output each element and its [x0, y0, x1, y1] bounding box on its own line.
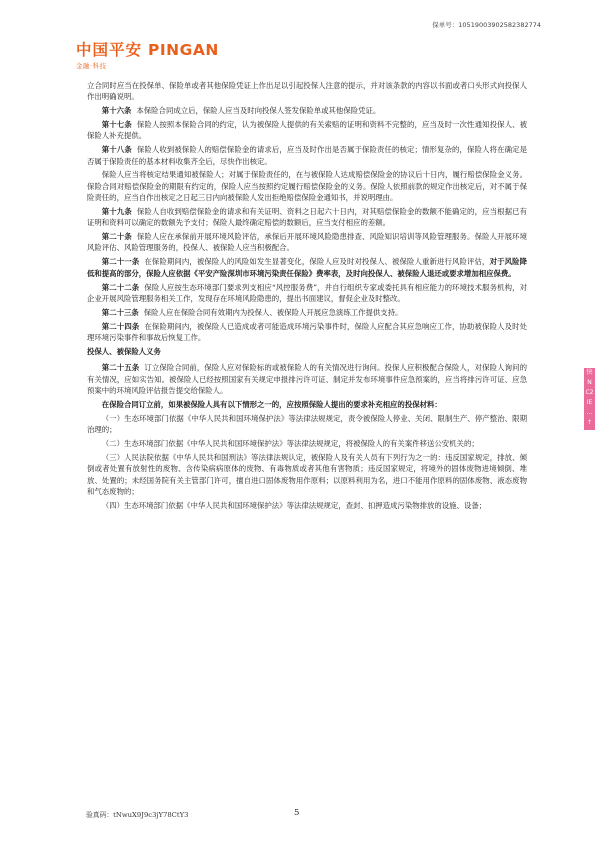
article-18	[87, 144, 527, 167]
policy-number: 保单号：10519003902582382774	[432, 21, 541, 29]
logo-en: PINGAN	[148, 41, 219, 59]
article-label: 第二十一条	[101, 257, 140, 267]
section-title: 投保人、被保险人义务	[87, 347, 161, 357]
article-text: 保险人应在承保前开展环境风险评估，承保后开展环境风险隐患排查、风险知识培训等风险管理服务。保险人开展环境风险评估、风险管理服务的，投保人、被保险人应当积极配合。	[87, 232, 527, 253]
side-tab-char: N	[587, 379, 592, 386]
side-tab-char: …	[586, 409, 593, 416]
article-text: 保险人自收到赔偿保险金的请求和有关证明、资料之日起六十日内，对其赔偿保险金的数额不能确定的，应当根据已有证明和资料可以确定的数额先予支付；保险人最终确定赔偿的数额后，应当支付相应的差额。	[87, 206, 527, 228]
article-18-paragraph-2: 保险人应当将核定结果通知被保险人；对属于保险责任的，在与被保险人达成赔偿保险金的协议后十日内，履行赔偿保险金义务。保险合同对赔偿保险金的期限有约定的，保险人应当按照约定履行赔偿保险金的义务。保险人依照前款的规定作出核定后，对不属于保险责任的，应当自作出核定之日起三日内向被保险人发出拒绝赔偿保险金通知书，并说明理由。	[87, 170, 527, 203]
article-23	[87, 307, 527, 318]
article-17	[87, 119, 527, 142]
logo-slogan: 金融·科技	[76, 62, 107, 70]
logo-cn: 中国平安	[76, 41, 143, 59]
article-text: 保险人按照本保险合同的约定，认为被保险人提供的有关索赔的证明和资料不完整的，应当及时一次性通知投保人、被保险人补充提供。	[87, 120, 527, 141]
article-text: 在保险期间内，被保险人的风险如发生显著变化，保险人应及时对投保人、被保险人重新进行风险评估，	[144, 257, 490, 267]
continued-paragraph: 立合同时应当在投保单、保险单或者其他保险凭证上作出足以引起投保人注意的提示，并对该条款的内容以书面或者口头形式向投保人作出明确说明。	[87, 81, 527, 102]
article-label: 第二十五条	[101, 363, 140, 373]
article-text: 保险人收到被保险人的赔偿保险金的请求后，应当及时作出是否属于保险责任的核定；情形复杂的，保险人将在确定是否属于保险责任的基本材料收集齐全后，尽快作出核定。	[87, 145, 527, 166]
article-text-bold: 对于风险降低和提高的部分，保险人应依据《平安产险深圳市环境污染责任保险》费率表，及时向投保人、被保险人退还或要求增加相应保费。	[87, 257, 527, 278]
pingan-logo	[76, 38, 219, 70]
supplement-requirement: 在保险合同订立前，如果被保险人具有以下情形之一的，应按照保险人提出的要求补充相应的投保材料：	[101, 399, 442, 409]
verification-code: 验真码：tNwuX9J9c3jY78CtY3	[86, 811, 189, 819]
article-text: 本保险合同成立后，保险人应当及时向投保人签发保险单或其他保险凭证。	[136, 106, 381, 116]
list-item: （一）生态环境部门依据《中华人民共和国环境保护法》等法律法规规定，责令被保险人停业、关闭、限制生产、停产整治、限期治理的；	[87, 413, 527, 435]
article-label: 第二十四条	[101, 321, 140, 331]
article-21	[87, 256, 527, 279]
list-item: （三）人民法院依据《中华人民共和国刑法》等法律法规认定，被保险人及有关人员有下列行为之一的：违反国家规定，排放、倾倒或者处置有放射性的废物、含传染病病原体的废物、有毒物质或者其他有害物质；违反国家规定，将境外的固体废物进境倾倒、堆放、处置的；未经国务院有关主管部门许可，擅自进口固体废物用作原料；以原料利用为名，进口不能用作原料的固体废物、液态废物和气态废物的；	[87, 452, 527, 496]
article-label: 第十六条	[101, 106, 132, 116]
article-25	[87, 362, 527, 396]
article-label: 第二十条	[101, 232, 132, 242]
article-20	[87, 231, 527, 254]
article-19	[87, 206, 527, 229]
article-24	[87, 321, 527, 344]
page-number: 5	[294, 808, 300, 818]
article-label: 第二十二条	[101, 282, 140, 292]
article-label: 第十七条	[101, 120, 132, 130]
article-16	[87, 105, 527, 116]
article-text: 订立保险合同前，保险人应对保险标的或被保险人的有关情况进行询问。投保人应积极配合保险人，对保险人询问的有关情况，应如实告知。被保险人已经按照国家有关规定申报排污许可证、制定并发布环境事件应急预案的，应当将排污许可证、应急预案中的环境风险评估报告提交给保险人。	[87, 363, 527, 396]
side-tab-char: C2	[585, 389, 594, 396]
side-tab-char: IE	[586, 399, 593, 406]
policy-clauses	[87, 80, 527, 514]
article-22	[87, 282, 527, 305]
list-item: （四）生态环境部门依据《中华人民共和国环境保护法》等法律法规规定，查封、扣押造成污染物排放的设施、设备；	[101, 500, 487, 510]
article-text: 保险人应在保险合同有效期内为投保人、被保险人开展应急演练工作提供支持。	[143, 307, 403, 317]
side-tab-char: 快	[586, 369, 593, 376]
article-text: 在保险期间内，被保险人已造成或者可能造成环境污染事件时，保险人应配合其应急响应工作，协助被保险人及时处理环境污染事件和事故后恢复工作。	[87, 321, 527, 342]
side-tab-char: ↑	[586, 419, 593, 426]
list-item: （二）生态环境部门依据《中华人民共和国环境保护法》等法律法规规定，将被保险人的有关案件移送公安机关的；	[101, 439, 479, 449]
article-label: 第二十三条	[101, 307, 139, 317]
article-label: 第十九条	[101, 206, 132, 216]
article-label: 第十八条	[101, 145, 132, 155]
article-text: 保险人应按生态环境部门要求列支相应“风控服务费”，并自行组织专家或委托具有相应能力的环境技术服务机构，对企业开展风险管理服务相关工作，发现存在环境风险隐患的，提出书面建议，督促企业及时整改。	[87, 282, 527, 303]
side-floating-tab[interactable]	[584, 368, 595, 430]
